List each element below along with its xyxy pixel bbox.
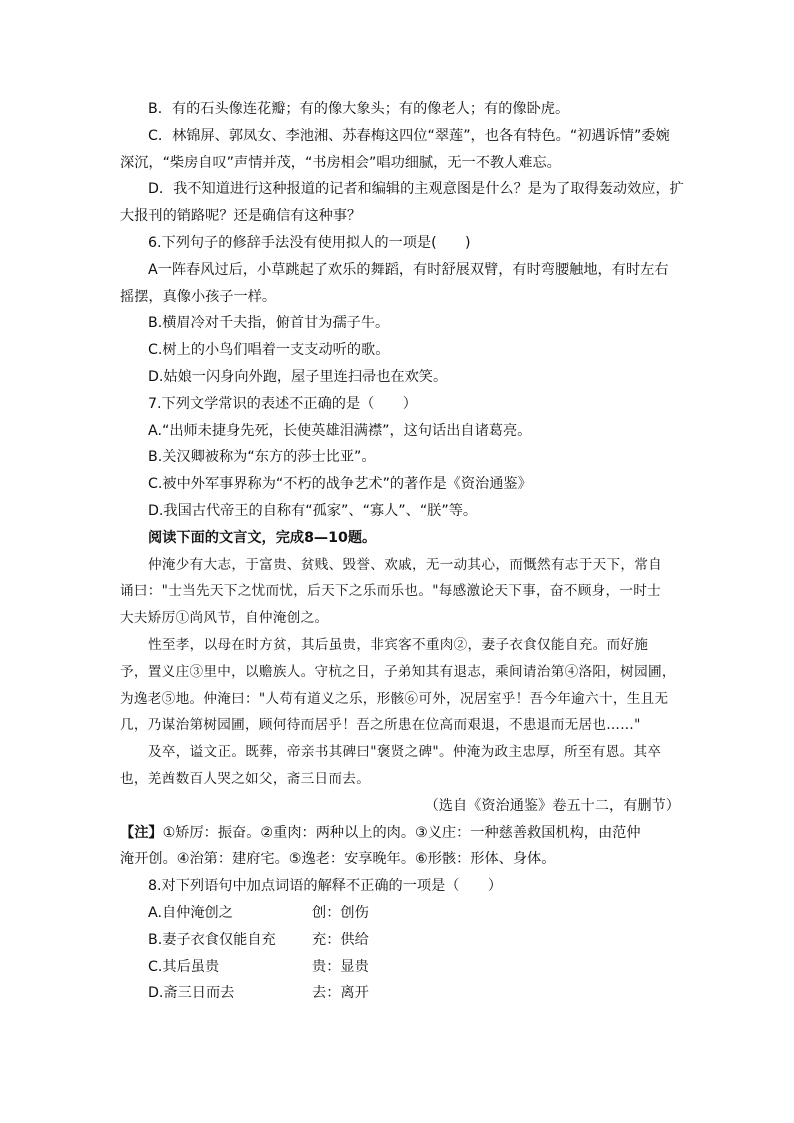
q6-option-d: D.姑娘一闪身向外跑，屋子里连扫帚也在欢笑。 [148, 368, 448, 385]
q6-option-a-line1: A一阵春风过后，小草跳起了欢乐的舞蹈，有时舒展双臂，有时弯腰触地，有时左右 [148, 261, 669, 278]
passage-p2-line4: 几，乃谋治第树园圃，顾何待而居乎！吾之所患在位高而艰退，不患退而无居也……" [120, 717, 641, 734]
q5-option-d-line1: D．我不知道进行这种报道的记者和编辑的主观意图是什么？是为了取得轰动效应，扩 [148, 181, 684, 198]
exam-page [120, 96, 684, 1007]
q7-option-c: C.被中外军事界称为“不朽的战争艺术”的著作是《资治通鉴》 [148, 476, 532, 493]
q5-option-c-line2: 深沉，“柴房自叹”声情并茂，“书房相会”唱功细腻，无一不教人难忘。 [120, 154, 561, 171]
passage-p1-line1: 仲淹少有大志，于富贵、贫贱、毁誉、欢戚，无一动其心，而慨然有志于天下，常自 [148, 556, 663, 573]
q6-option-c: C.树上的小鸟们唱着一支支动听的歌。 [148, 342, 390, 359]
passage-p2-line2: 予，置义庄③里中，以赡族人。守杭之日，子弟知其有退志，乘间请治第④洛阳，树园圃， [120, 663, 676, 680]
note-text-line1: ①矫厉：振奋。②重肉：两种以上的肉。③义庄：一种慈善救国机构，由范仲 [162, 824, 641, 841]
passage-p1-line3: 大夫矫厉①尚风节，自仲淹创之。 [120, 610, 329, 627]
q8-option-d-meaning: 去：离开 [312, 985, 369, 1002]
note-label: 【注】 [120, 824, 163, 841]
q6-option-a-line2: 摇摆，真像小孩子一样。 [120, 288, 277, 305]
passage-p2-line1: 性至孝，以母在时方贫，其后虽贵，非宾客不重肉②，妻子衣食仅能自充。而好施 [148, 636, 649, 653]
q8-option-c-sentence: C.其后虽贵 [148, 958, 220, 975]
q8-option-d-sentence: D.斋三日而去 [148, 985, 235, 1002]
q7-option-d: D.我国古代帝王的自称有“孤家”、“寡人”、“朕”等。 [148, 502, 478, 519]
passage-p1-line2: 诵曰："士当先天下之忧而忧，后天下之乐而乐也。"每感激论天下事，奋不顾身，一时士 [120, 583, 662, 600]
q5-option-d-line2: 大报刊的销路呢？还是确信有这种事？ [120, 208, 362, 225]
q5-option-c-line1: C．林锦屏、郭凤女、李池湘、苏春梅这四位“翠莲”，也各有特色。“初遇诉情”委婉 [148, 127, 670, 144]
q8-option-d [120, 980, 680, 1007]
q7-option-b: B.关汉卿被称为“东方的莎士比亚”。 [148, 449, 376, 466]
q7-option-a: A.“出师未捷身先死，长使英雄泪满襟”，这句话出自诸葛亮。 [148, 422, 532, 439]
passage-p2-line3: 为逸老⑤地。仲淹曰："人苟有道义之乐，形骸⑥可外，况居室乎！吾今年逾六十，生且无 [120, 690, 669, 707]
q8-option-b-meaning: 充：供给 [312, 931, 369, 948]
q8-option-a-sentence: A.自仲淹创之 [148, 904, 233, 921]
passage-p3-line2: 也，羌酋数百人哭之如父，斋三日而去。 [120, 770, 371, 787]
q5-option-b: B．有的石头像连花瓣；有的像大象头；有的像老人；有的像卧虎。 [148, 101, 570, 117]
passage-p3-line1: 及卒，谥文正。既葬，帝亲书其碑曰"褒贤之碑"。仲淹为政主忠厚，所至有恩。其卒 [148, 744, 662, 761]
q8-option-c-meaning: 贵：显贵 [312, 958, 369, 975]
passage-heading: 阅读下面的文言文，完成8—10题。 [148, 529, 377, 546]
q8-option-a-meaning: 创：创伤 [312, 904, 369, 921]
q8-stem: 8.对下列语句中加点词语的解释不正确的一项是（ ） [148, 878, 503, 895]
q7-stem: 7.下列文学常识的表述不正确的是（ ） [148, 395, 417, 412]
q6-stem: 6.下列句子的修辞手法没有使用拟人的一项是( ) [148, 234, 471, 251]
q8-option-b [120, 927, 680, 954]
q8-option-a [120, 900, 680, 927]
note-line2: 淹开创。④治第：建府宅。⑤逸老：安享晚年。⑥形骸：形体、身体。 [120, 851, 556, 868]
q8-option-c [120, 954, 680, 981]
note-line1 [120, 820, 680, 847]
passage-source: （选自《资治通鉴》卷五十二，有删节） [424, 797, 680, 814]
q8-option-b-sentence: B.妻子衣食仅能自充 [148, 931, 276, 948]
q6-option-b: B.横眉冷对千夫指，俯首甘为孺子牛。 [148, 315, 390, 332]
